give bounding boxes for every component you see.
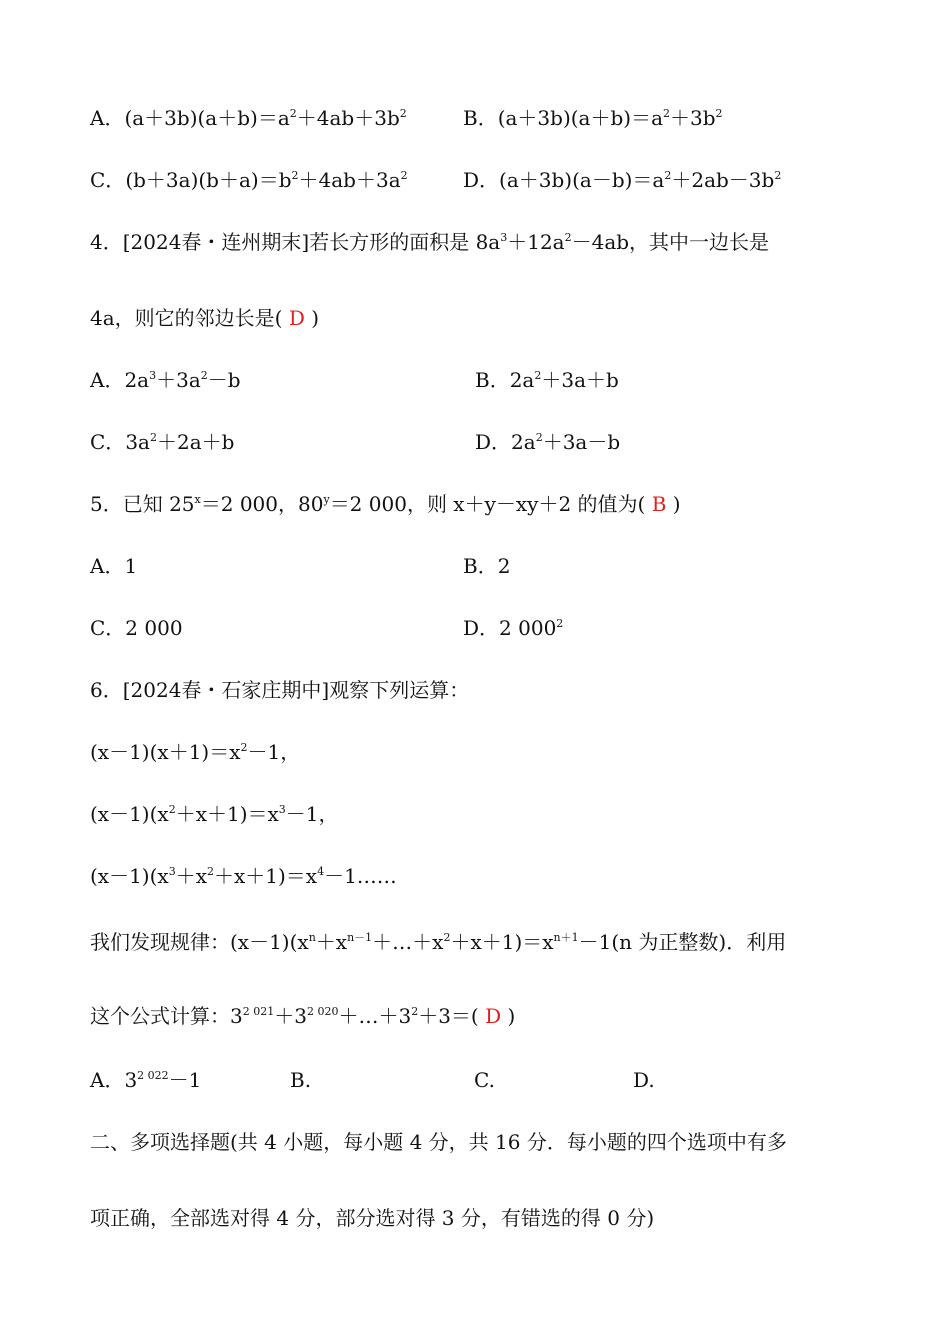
q3-option-b: B．$(a+3b)(a+b)=a^2+3b^2$	[463, 106, 723, 130]
q5-stem: 5．已知 $25^x=2$ 000，$80^y=2$ 000，则 x＋y－xy＋2 的值为( B )	[90, 492, 681, 516]
q4-option-b: B．$2a^2+3a+b$	[475, 368, 619, 392]
q5-answer: B	[651, 492, 667, 516]
q5-option-a: A．1	[90, 554, 138, 578]
q6-calc: 这个公式计算：$3^{2 021}+3^{2 020}+\dots+3^2+3=$( D )	[90, 1004, 516, 1028]
q6-example-2: $(x-1)(x^2+x+1)=x^3-1$，	[90, 802, 339, 826]
q6-option-a: A．$3^{2 022}-1$	[90, 1068, 202, 1092]
q5-option-d: D．2 $000^2$	[463, 616, 564, 640]
q3-option-d: D．$(a+3b)(a-b)=a^2+2ab-3b^2$	[463, 168, 782, 192]
q6-option-b: B.	[290, 1068, 312, 1092]
q6-example-3: $(x-1)(x^3+x^2+x+1)=x^4-1\dots\dots$	[90, 864, 397, 888]
q3-option-c: C．$(b+3a)(b+a)=b^2+4ab+3a^2$	[90, 168, 408, 192]
section2-heading-line2: 项正确，全部选对得 4 分，部分选对得 3 分，有错选的得 0 分)	[90, 1206, 655, 1230]
q6-example-1: $(x-1)(x+1)=x^2-1$，	[90, 740, 301, 764]
q4-answer: D	[288, 306, 305, 330]
q4-option-d: D．$2a^2+3a-b$	[475, 430, 621, 454]
q4-stem-line1: 4．[2024春・连州期末]若长方形的面积是 $8a^3+12a^2-4ab$，其中一边长是	[90, 230, 770, 254]
q4-stem-line2: 4a，则它的邻边长是( D )	[90, 306, 320, 330]
q6-answer: D	[485, 1004, 502, 1028]
q3-option-a: A．$(a+3b)(a+b)=a^2+4ab+3b^2$	[90, 106, 407, 130]
q6-option-c: C.	[474, 1068, 495, 1092]
q4-option-a: A．$2a^3+3a^2-b$	[90, 368, 241, 392]
q5-option-b: B．2	[463, 554, 511, 578]
q5-option-c: C．2 000	[90, 616, 183, 640]
q6-rule: 我们发现规律：$(x-1)(x^n+x^{n-1}+\dots+x^2+x+1)=x^{n+1}-1(n$ 为正整数)．利用	[90, 930, 787, 954]
q6-option-d: D.	[633, 1068, 655, 1092]
q4-option-c: C．$3a^2+2a+b$	[90, 430, 235, 454]
section2-heading-line1: 二、多项选择题(共 4 小题，每小题 4 分，共 16 分．每小题的四个选项中有多	[90, 1130, 787, 1154]
q6-title: 6．[2024春・石家庄期中]观察下列运算：	[90, 678, 470, 702]
